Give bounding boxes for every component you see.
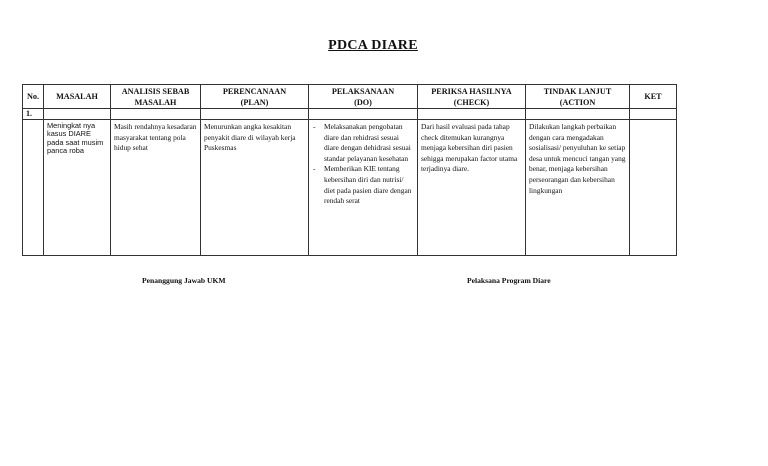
cell-perencanaan: Menurunkan angka kesakitan penyakit diare di wilayah kerja Puskesmas — [201, 120, 309, 256]
masalah-text: Meningkat nya kasus DIARE pada saat musim panca roba — [47, 121, 104, 156]
list-item: - Memberikan KIE tentang kebersihan diri dan nutrisi/ diet pada pasien diare dengan rendah serat — [312, 164, 414, 206]
signature-left-label: Penanggung Jawab UKM — [142, 276, 226, 285]
row-number-empty-cell — [44, 109, 111, 120]
list-item: - Melaksanakan pengobatan diare dan rehidrasi sesuai diare dengan dehidrasi sesuai standar pelayanan kesehatan — [312, 122, 414, 164]
header-pelaksanaan: PELAKSANAAN (DO) — [309, 85, 418, 109]
cell-no-empty — [23, 120, 44, 256]
header-analisis: ANALISIS SEBAB MASALAH — [111, 85, 201, 109]
cell-pelaksanaan — [309, 120, 418, 256]
table-row-number — [23, 109, 677, 120]
row-number: 1. — [23, 109, 44, 120]
row-number-empty-cell — [418, 109, 526, 120]
cell-periksa: Dari hasil evaluasi pada tahap check ditemukan kurangnya menjaga kebersihan diri pasien sehigga merupakan factor utama terjadinya diare. — [418, 120, 526, 256]
signature-right-label: Pelaksana Program Diare — [467, 276, 551, 285]
header-ket: KET — [630, 85, 677, 109]
table-row — [23, 120, 677, 256]
row-number-empty-cell — [111, 109, 201, 120]
row-number-empty-cell — [201, 109, 309, 120]
header-perencanaan: PERENCANAAN (PLAN) — [201, 85, 309, 109]
header-no: No. — [23, 85, 44, 109]
header-tindak-lanjut: TINDAK LANJUT (ACTION — [526, 85, 630, 109]
cell-tindak-lanjut: Dilakukan langkah perbaikan dengan cara mengadakan sosialisasi/ penyuluhan ke setiap desa untuk mencuci tangan yang benar, menjaga kebersihan perseorangan dan kebersihan lingkungan — [526, 120, 630, 256]
document-title: PDCA DIARE — [328, 38, 418, 53]
pelaksanaan-list — [312, 122, 414, 207]
row-number-empty-cell — [526, 109, 630, 120]
cell-ket — [630, 120, 677, 256]
header-masalah: MASALAH — [44, 85, 111, 109]
row-number-empty-cell — [309, 109, 418, 120]
table-header-row — [23, 85, 677, 109]
row-number-empty-cell — [630, 109, 677, 120]
header-periksa: PERIKSA HASILNYA (CHECK) — [418, 85, 526, 109]
pdca-table — [22, 84, 677, 256]
cell-masalah — [44, 120, 111, 256]
cell-analisis: Masih rendahnya kesadaran masyarakat tentang pola hidup sehat — [111, 120, 201, 256]
